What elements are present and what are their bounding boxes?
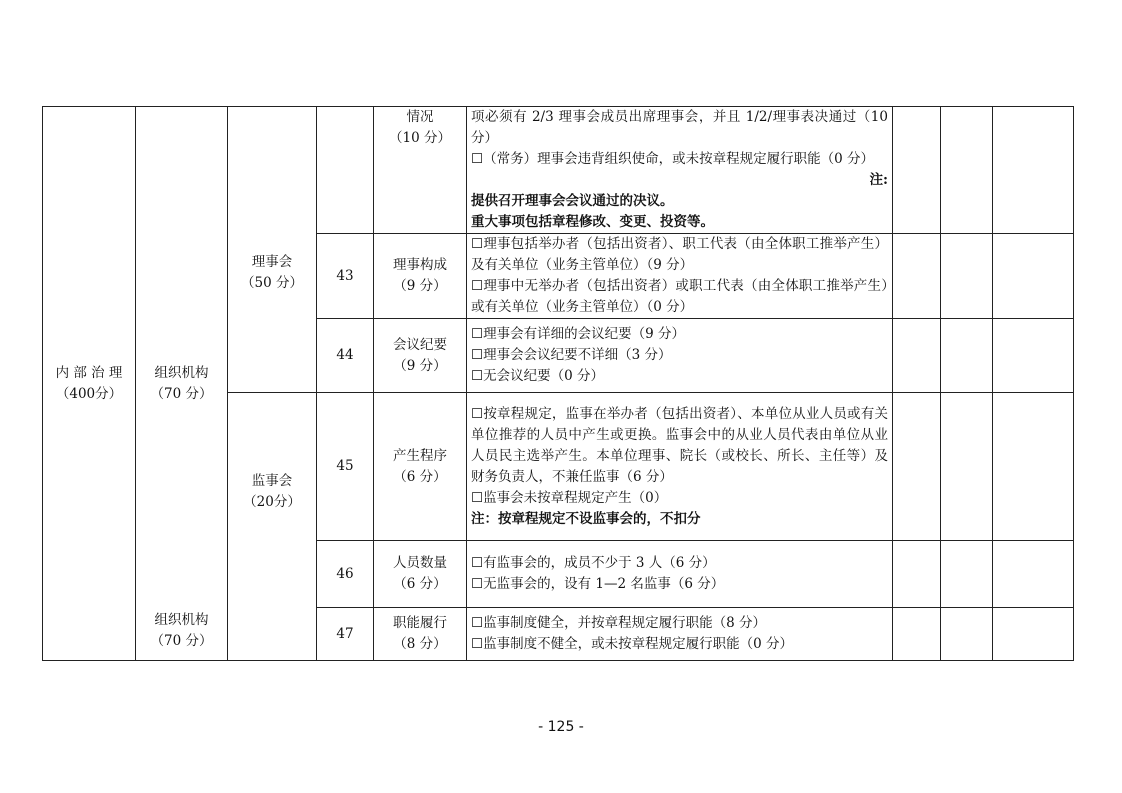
criteria-line: ☐按章程规定，监事在举办者（包括出资者）、本单位从业人员或有关单位推荐的人员中产生或更换。监事会中的从业人员代表由单位从业人员民主选举产生。本单位理事、院长（或校长、所长、主任等）及财务负责人，不兼任监事（6 分）: [471, 405, 888, 485]
note-line: 注：按章程规定不设监事会的，不扣分: [471, 510, 701, 527]
criteria-line: ☐理事包括举办者（包括出资者）、职工代表（由全体职工推举产生）及有关单位（业务主管单位）（9 分）: [471, 236, 888, 273]
item-cell: [374, 319, 467, 393]
criteria-cell: [467, 393, 893, 541]
subcategory-score-repeat: （70 分）: [150, 633, 213, 649]
item-name: 理事构成: [393, 257, 447, 273]
group-board-name: 理事会: [251, 253, 293, 270]
group-board-score: （50 分）: [241, 274, 303, 291]
row-number: 46: [317, 541, 374, 608]
criteria-line: ☐无监事会的，设有 1—2 名监事（6 分）: [471, 576, 725, 592]
row-number: [317, 107, 374, 234]
group-supervisors-cell: [228, 393, 317, 661]
item-name: 职能履行: [393, 615, 447, 631]
item-cell: [374, 234, 467, 319]
criteria-line: ☐无会议纪要（0 分）: [471, 368, 604, 384]
criteria-line: ☐监事会未按章程规定产生（0）: [471, 489, 668, 506]
blank-cell: [993, 319, 1074, 393]
item-score: （6 分）: [393, 468, 447, 485]
item-score: （9 分）: [393, 357, 447, 374]
row-number: 44: [317, 319, 374, 393]
item-cell: [374, 107, 467, 234]
note-line: 重大事项包括章程修改、变更、投资等。: [471, 214, 714, 230]
blank-cell: [893, 541, 941, 608]
blank-cell: [893, 107, 941, 234]
group-supervisors-score: （20分）: [243, 493, 301, 510]
criteria-line: ☐理事中无举办者（包括出资者）或职工代表（由全体职工推举产生）或有关单位（业务主管单位）（0 分）: [471, 278, 888, 315]
blank-cell: [993, 234, 1074, 319]
blank-cell: [941, 319, 993, 393]
subcategory-name: 组织机构: [154, 364, 209, 381]
table-row: [43, 107, 1074, 234]
criteria-line: ☐（常务）理事会违背组织使命，或未按章程规定履行职能（0 分）: [471, 151, 874, 167]
criteria-cell: [467, 541, 893, 608]
blank-cell: [941, 541, 993, 608]
item-score: （6 分）: [393, 576, 447, 592]
row-number: 47: [317, 608, 374, 661]
criteria-line: ☐理事会会议纪要不详细（3 分）: [471, 347, 672, 363]
blank-cell: [941, 234, 993, 319]
blank-cell: [993, 541, 1074, 608]
criteria-cell: [467, 319, 893, 393]
item-score: （8 分）: [393, 636, 447, 652]
subcategory-score: （70 分）: [150, 385, 213, 402]
blank-cell: [893, 319, 941, 393]
item-cell: [374, 541, 467, 608]
blank-cell: [993, 107, 1074, 234]
category-name: 内 部 治 理: [55, 364, 123, 381]
criteria-cell: [467, 608, 893, 661]
category-cell: [43, 107, 136, 661]
blank-cell: [893, 393, 941, 541]
group-board-cell: [228, 107, 317, 393]
group-supervisors-name: 监事会: [251, 472, 293, 489]
item-name: 会议纪要: [393, 336, 447, 353]
evaluation-table: [42, 106, 1074, 661]
criteria-line: ☐理事会有详细的会议纪要（9 分）: [471, 326, 685, 342]
note-line: 提供召开理事会会议通过的决议。: [471, 193, 674, 209]
item-cell: [374, 393, 467, 541]
item-name: 情况: [406, 109, 434, 125]
criteria-line: ☐监事制度健全，并按章程规定履行职能（8 分）: [471, 615, 766, 631]
criteria-cell: [467, 107, 893, 234]
criteria-line: 项必须有 2/3 理事会成员出席理事会，并且 1/2/理事表决通过（10 分）: [471, 109, 888, 146]
item-score: （10 分）: [389, 130, 451, 146]
blank-cell: [893, 234, 941, 319]
blank-cell: [893, 608, 941, 661]
subcategory-cell: [136, 107, 228, 661]
note-label: 注:: [869, 172, 888, 188]
item-cell: [374, 608, 467, 661]
page-number: - 125 -: [538, 719, 584, 735]
item-score: （9 分）: [393, 278, 447, 294]
row-number: 43: [317, 234, 374, 319]
criteria-cell: [467, 234, 893, 319]
subcategory-name-repeat: 组织机构: [154, 612, 209, 628]
criteria-line: ☐监事制度不健全，或未按章程规定履行职能（0 分）: [471, 636, 793, 652]
category-score: （400分）: [55, 385, 123, 402]
blank-cell: [941, 107, 993, 234]
blank-cell: [993, 608, 1074, 661]
criteria-line: ☐有监事会的，成员不少于 3 人（6 分）: [471, 555, 716, 571]
row-number: 45: [317, 393, 374, 541]
blank-cell: [941, 608, 993, 661]
blank-cell: [993, 393, 1074, 541]
blank-cell: [941, 393, 993, 541]
item-name: 产生程序: [393, 447, 447, 464]
item-name: 人员数量: [393, 555, 447, 571]
